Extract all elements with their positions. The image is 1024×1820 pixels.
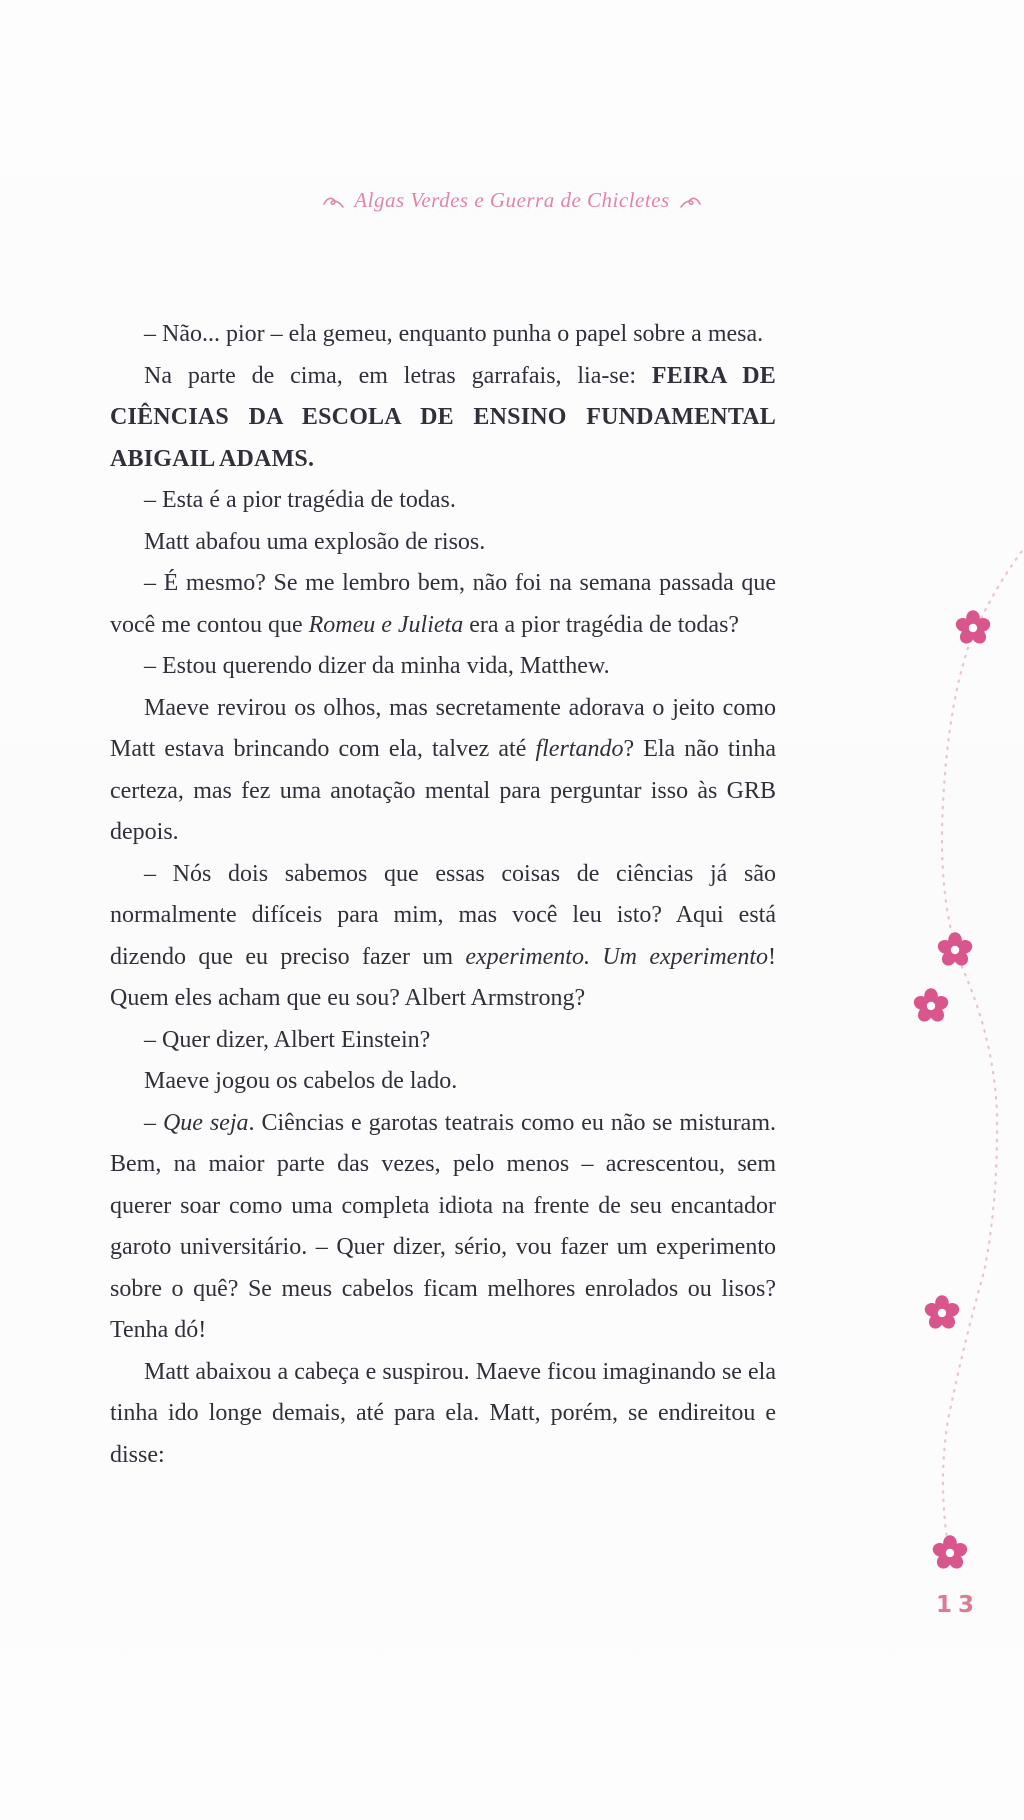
text-segment: – Não... pior – ela gemeu, enquanto punha o papel sobre a mesa. (144, 321, 764, 347)
paragraph (110, 563, 776, 646)
text-segment: – Nós dois sabemos que essas coisas de ciências já são normalmente difíceis para mim, mas você leu isto? Aqui está dizendo que eu preciso fazer um (110, 860, 776, 970)
text-segment: Matt abafou uma explosão de risos. (144, 528, 486, 555)
paragraph (110, 854, 776, 1020)
flourish-left-icon (322, 190, 344, 215)
flower-icon (912, 987, 950, 1025)
text-segment: Que seja (162, 1109, 249, 1136)
text-segment: – Esta é a pior tragédia de todas. (144, 487, 456, 513)
paragraph (110, 356, 776, 481)
text-segment: Matt abaixou a cabeça e suspirou. Maeve ficou imaginando se ela tinha ido longe demais, até para ela. Matt, porém, se endireitou e disse: (110, 1358, 776, 1468)
paragraph (110, 314, 776, 356)
text-segment: Romeu e Julieta (308, 611, 464, 638)
paragraph (110, 646, 776, 688)
text-segment: experimento. Um experimento (465, 943, 768, 970)
text-segment: FEIRA DE CIÊNCIAS DA ESCOLA DE ENSINO FUNDAMENTAL ABIGAIL ADAMS. (110, 362, 776, 472)
flower-icon (954, 609, 992, 647)
paragraph (110, 1103, 776, 1352)
running-head-title: Algas Verdes e Guerra de Chicletes (354, 188, 670, 212)
text-segment: . Ciências e garotas teatrais como eu não se misturam. Bem, na maior parte das vezes, pelo menos – acrescentou, sem querer soar como uma completa idiota na frente de seu encantador garoto universitário. – Quer dizer, sério, vou fazer um experimento sobre o quê? Se meus cabelos ficam melhores enrolados ou lisos? Tenha dó! (110, 1109, 777, 1343)
page-number: 13 (935, 1592, 980, 1618)
text-segment: ! Quem eles acham que eu sou? Albert Armstrong? (110, 943, 776, 1011)
paragraph (110, 1061, 776, 1103)
flower-icon (923, 1294, 961, 1332)
text-segment: era a pior tragédia de todas? (463, 611, 740, 638)
text-segment: – É mesmo? Se me lembro bem, não foi na semana passada que você me contou que (110, 570, 776, 638)
flower-icon (936, 931, 974, 969)
running-head (0, 188, 1024, 215)
text-segment: Na parte de cima, em letras garrafais, lia-se: (144, 362, 652, 389)
paragraph (110, 1352, 776, 1477)
paragraph (110, 688, 776, 854)
text-segment: – (144, 1109, 163, 1136)
flourish-right-icon (680, 190, 702, 215)
text-segment: flertando (535, 736, 624, 762)
text-segment: ? Ela não tinha certeza, mas fez uma anotação mental para perguntar isso às GRB depois. (110, 736, 776, 845)
flower-icon (931, 1534, 969, 1572)
paragraph (110, 480, 776, 522)
body-text (110, 314, 776, 1476)
text-segment: Maeve revirou os olhos, mas secretamente adorava o jeito como Matt estava brincando com ela, talvez até (110, 694, 776, 762)
paragraph (110, 522, 776, 564)
paragraph (110, 1020, 776, 1062)
text-segment: – Estou querendo dizer da minha vida, Matthew. (144, 653, 610, 679)
text-segment: Maeve jogou os cabelos de lado. (144, 1068, 458, 1094)
text-segment: – Quer dizer, Albert Einstein? (144, 1026, 431, 1053)
